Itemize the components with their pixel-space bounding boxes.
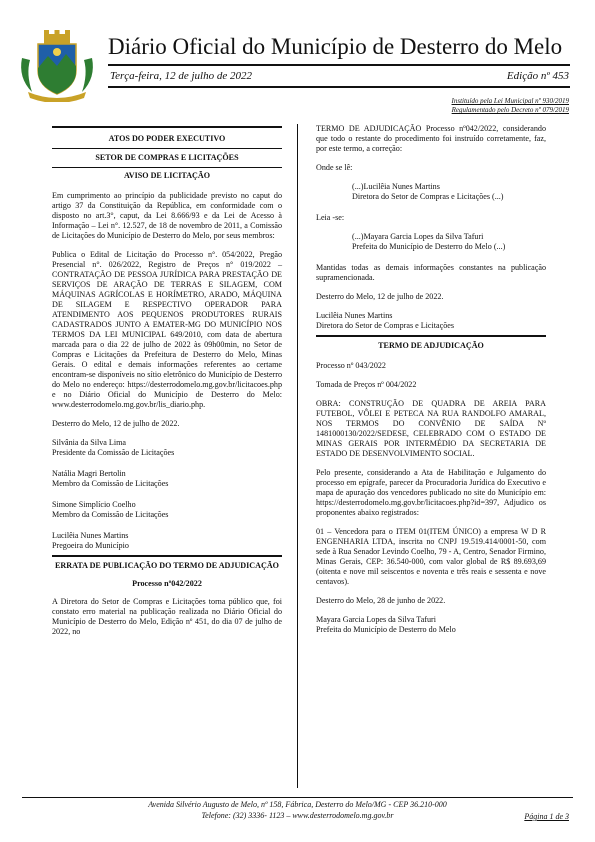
section-heading-purchasing: SETOR DE COMPRAS E LICITAÇÕES [95, 153, 239, 162]
adjudication-tender: Tomada de Preços nº 004/2022 [316, 380, 417, 389]
errata-quote-wrong [316, 182, 546, 202]
errata-continuation: TERMO DE ADJUDICAÇÃO Processo nº042/2022, considerando que todo o restante do procedimento foi instruído corretamente, faz, por este termo, a correção: [316, 124, 546, 153]
adjudication-object: OBRA: CONSTRUÇÃO DE QUADRA DE AREIA PARA FUTEBOL, VÔLEI E PETECA NA RUA RANDOLFO AMARAL, NOS TERMOS DO CONVÊNIO DE SAÍDA Nº 1481000130/2022/SEDESE, CELEBRADO COM O ESTADO DE MINAS GERAIS POR INTERMÉDIO DA SECRETARIA DE ESTADO DE DESENVOLVIMENTO SOCIAL. [316, 399, 546, 458]
signature-block [52, 500, 282, 520]
signer-role: Membro da Comissão de Licitações [52, 479, 169, 488]
section-heading-executive: ATOS DO PODER EXECUTIVO [108, 134, 226, 143]
divider [52, 148, 282, 149]
page-number: Página 1 de 3 [524, 812, 569, 821]
errata-where-reads: Onde se lê: [316, 163, 353, 172]
errata-quote-correct [316, 232, 546, 252]
adjudication-date: Desterro do Melo, 28 de junho de 2022. [316, 596, 446, 605]
notice-heading: AVISO DE LICITAÇÃO [123, 171, 211, 180]
header-rule-bottom [108, 86, 570, 88]
quote-line: Diretora do Setor de Compras e Licitações (...) [352, 192, 504, 201]
footer-address: Avenida Silvério Augusto de Melo, nº 158, Fábrica, Desterro do Melo/MG - CEP 36.210-000 [148, 800, 447, 809]
adjudication-paragraph: Pelo presente, considerando a Ata de Habilitação e Julgamento do processo em epígrafe, parecer da Procuradoria Jurídica do Executivo e mapa de apuração dos vencedores publicado no site do Município em: https://desterrodomelo.mg.gov.br/licitacoes.php?id=397, Adjudico os proponentes abaixo registrados: [316, 468, 546, 517]
errata-paragraph: A Diretora do Setor de Compras e Licitações torna público que, foi constato erro material na publicação realizada no Diário Oficial do Município de Desterro do Melo, Edição nº 451, do dia 07 de julho de 2022, no [52, 597, 282, 636]
adjudication-process: Processo nº 043/2022 [316, 361, 386, 370]
section-bar [52, 126, 282, 128]
left-column [52, 124, 282, 646]
signature-block [52, 531, 282, 551]
signature-block [316, 615, 546, 635]
errata-heading: ERRATA DE PUBLICAÇÃO DO TERMO DE ADJUDICAÇÃO [55, 561, 279, 570]
section-bar [316, 335, 546, 337]
gazette-title: Diário Oficial do Município de Desterro do Melo [108, 34, 563, 59]
footer-rule [22, 797, 573, 798]
right-column [316, 124, 546, 646]
errata-process-number: Processo nº042/2022 [132, 579, 202, 588]
adjudication-winner: 01 – Vencedora para o ITEM 01(ITEM ÚNICO) a empresa W D R ENGENHARIA LTDA, inscrita no CNPJ 19.519.414/0001-50, com sede à Rua Senador Levindo Coelho, 79 - A, Centro, Senador Firmino, Minas Gerais, CEP: 36.540-000, com valor global de R$ 89.693,69 (oitenta e nove mil seiscentos e noventa e três reais e sessenta e nove centavos). [316, 527, 546, 586]
header-rule-top [108, 64, 570, 66]
issue-date: Terça-feira, 12 de julho de 2022 [110, 70, 252, 82]
notice-paragraph-1: Em cumprimento ao princípio da publicidade previsto no caput do artigo 37 da Constituição da República, em conformidade com o disposto no art.3°, caput, da Lei 8.666/93 e da Lei de Acesso à Informação – Lei n°. 12.527, de 18 de novembro de 2011, a Comissão de Licitações do Município de Desterro do Melo, por seus membros: [52, 191, 282, 240]
notice-date: Desterro do Melo, 12 de julho de 2022. [52, 419, 180, 428]
section-bar [52, 555, 282, 557]
institution-law: Instituído pela Lei Municipal nº 930/2019 [451, 97, 569, 105]
signer-name: Silvânia da Silva Lima [52, 438, 126, 447]
signer-name: Lucilêia Nunes Martins [316, 311, 393, 320]
signature-block [316, 311, 546, 331]
signer-name: Simone Simplício Coelho [52, 500, 136, 509]
footer-contact: Telefone: (32) 3336- 1123 – www.desterrodomelo.mg.gov.br [201, 811, 394, 820]
divider [52, 167, 282, 168]
column-separator [297, 124, 298, 788]
signer-role: Membro da Comissão de Licitações [52, 510, 169, 519]
errata-read-as: Leia -se: [316, 213, 345, 222]
quote-line: Prefeita do Município de Desterro do Melo (...) [352, 242, 506, 251]
coat-of-arms-icon [16, 28, 98, 102]
adjudication-heading: TERMO DE ADJUDICAÇÃO [378, 341, 484, 350]
signer-role: Presidente da Comissão de Licitações [52, 448, 175, 457]
signer-name: Lucilêia Nunes Martins [52, 531, 129, 540]
institution-decree: Regulamentado pelo Decreto nº 079/2019 [451, 106, 569, 114]
errata-maintained: Mantidas todas as demais informações constantes na publicação supramencionada. [316, 263, 546, 282]
errata-date: Desterro do Melo, 12 de julho de 2022. [316, 292, 444, 301]
signer-name: Natália Magri Bertolin [52, 469, 126, 478]
edition-number: Edição nº 453 [506, 70, 569, 82]
quote-line: (...)Mayara Garcia Lopes da Silva Tafuri [352, 232, 484, 241]
signer-role: Prefeita do Município de Desterro do Melo [316, 625, 456, 634]
notice-paragraph-2: Publica o Edital de Licitação do Processo n°. 054/2022, Pregão Presencial n°. 026/2022, Registro de Preços n° 019/2022 – CONTRATAÇÃO DE PESSOA JURÍDICA PARA PRESTAÇÃO DE SERVIÇOS DE ARAÇÃO DE TERRAS E SILAGEM, COM MÁQUINAS AGRÍCOLAS E HORÍMETRO, ARADO, MÁQUINA DE SILAGEM E RESPECTIVO OPERADOR PARA ATENDIMENTO AOS PEQUENOS PRODUTORES RURAIS CADASTRADOS JUNTO A EMATER-MG DO MUNICÍPIO NOS TERMOS DA LEI MUNICIPAL 649/2010, com data de abertura marcada para o dia 22 de julho de 2022 às 09h00min, no Setor de Compras e Licitações da Prefeitura de Desterro do Melo, Minas Gerais. O edital e demais informações referentes ao certame encontram-se disponíveis no sítio eletrônico do Município de Desterro do Melo no endereço: https://desterrodomelo.mg.gov.br/licitacoes.php e no Diário Oficial do Município de Desterro do Melo: www.desterrodomelo.mg.gov.br/lis_diario.php. [52, 250, 282, 409]
signer-role: Diretora do Setor de Compras e Licitações [316, 321, 454, 330]
signature-block [52, 438, 282, 458]
signer-name: Mayara Garcia Lopes da Silva Tafuri [316, 615, 436, 624]
quote-line: (...)Lucilêia Nunes Martins [352, 182, 440, 191]
signature-block [52, 469, 282, 489]
signer-role: Pregoeira do Município [52, 541, 129, 550]
